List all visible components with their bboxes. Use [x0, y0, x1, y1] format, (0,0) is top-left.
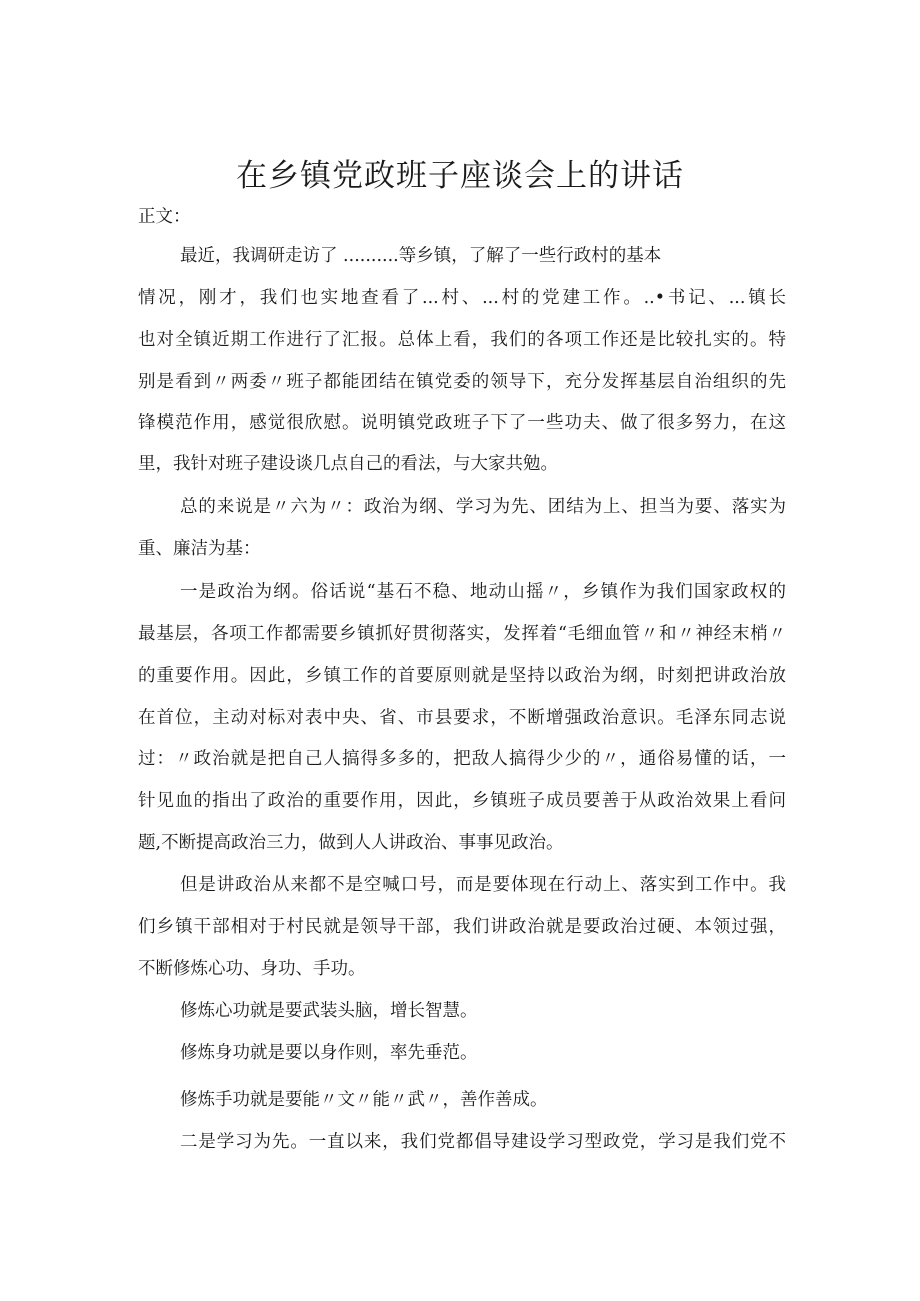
text-line: 里，我针对班子建设谈几点自己的看法，与大家共勉。 [138, 454, 558, 474]
text-line: 最近，我调研走访了 ..........等乡镇，了解了一些行政村的基本 [180, 246, 662, 266]
text-line: 二是学习为先。一直以来，我们党都倡导建设学习型政党，学习是我们党不 [180, 1132, 786, 1152]
text-line: 过：〃政治就是把自己人搞得多多的，把敌人搞得少少的〃，通俗易懂的话，一 [138, 749, 786, 769]
text-line: 修炼身功就是要以身作则，率先垂范。 [180, 1043, 478, 1063]
text-line-label: 正文： [138, 207, 191, 227]
text-line: 题,不断提高政治三力，做到人人讲政治、事事见政治。 [138, 833, 564, 853]
text-line: 也对全镇近期工作进行了汇报。总体上看，我们的各项工作还是比较扎实的。特 [138, 330, 786, 350]
text-line: 的重要作用。因此，乡镇工作的首要原则就是坚持以政治为纲，时刻把讲政治放 [138, 666, 786, 686]
text-line: 但是讲政治从来都不是空喊口号，而是要体现在行动上、落实到工作中。我 [180, 875, 786, 895]
document-title: 在乡镇党政班子座谈会上的讲话 [236, 158, 684, 194]
text-line: 不断修炼心功、身功、手功。 [138, 959, 366, 979]
text-line: 锋模范作用，感觉很欣慰。说明镇党政班子下了一些功夫、做了很多努力，在这 [138, 413, 786, 433]
text-line: 在首位，主动对标对表中央、省、市县要求，不断增强政治意识。毛泽东同志说 [138, 708, 786, 728]
text-line: 针见血的指出了政治的重要作用，因此，乡镇班子成员要善于从政治效果上看问 [138, 791, 786, 811]
text-line: 修炼手功就是要能〃文〃能〃武〃，善作善成。 [180, 1090, 548, 1110]
text-line: 一是政治为纲。俗话说“基石不稳、地动山摇〃，乡镇作为我们国家政权的 [180, 582, 786, 602]
text-line: 总的来说是〃六为〃：政治为纲、学习为先、团结为上、担当为要、落实为 [180, 497, 786, 517]
text-line: 重、廉洁为基： [138, 539, 261, 559]
text-line: 们乡镇干部相对于村民就是领导干部，我们讲政治就是要政治过硬、本领过强， [138, 917, 786, 937]
text-line: 最基层，各项工作都需要乡镇抓好贯彻落实，发挥着“毛细血管〃和〃神经末梢〃 [138, 624, 786, 644]
text-line: 情况，刚才，我们也实地查看了...村、...村的党建工作。..•书记、...镇长 [138, 288, 786, 308]
text-line: 修炼心功就是要武装头脑，增长智慧。 [180, 1001, 478, 1021]
text-line: 别是看到〃两委〃班子都能团结在镇党委的领导下，充分发挥基层自治组织的先 [138, 372, 786, 392]
